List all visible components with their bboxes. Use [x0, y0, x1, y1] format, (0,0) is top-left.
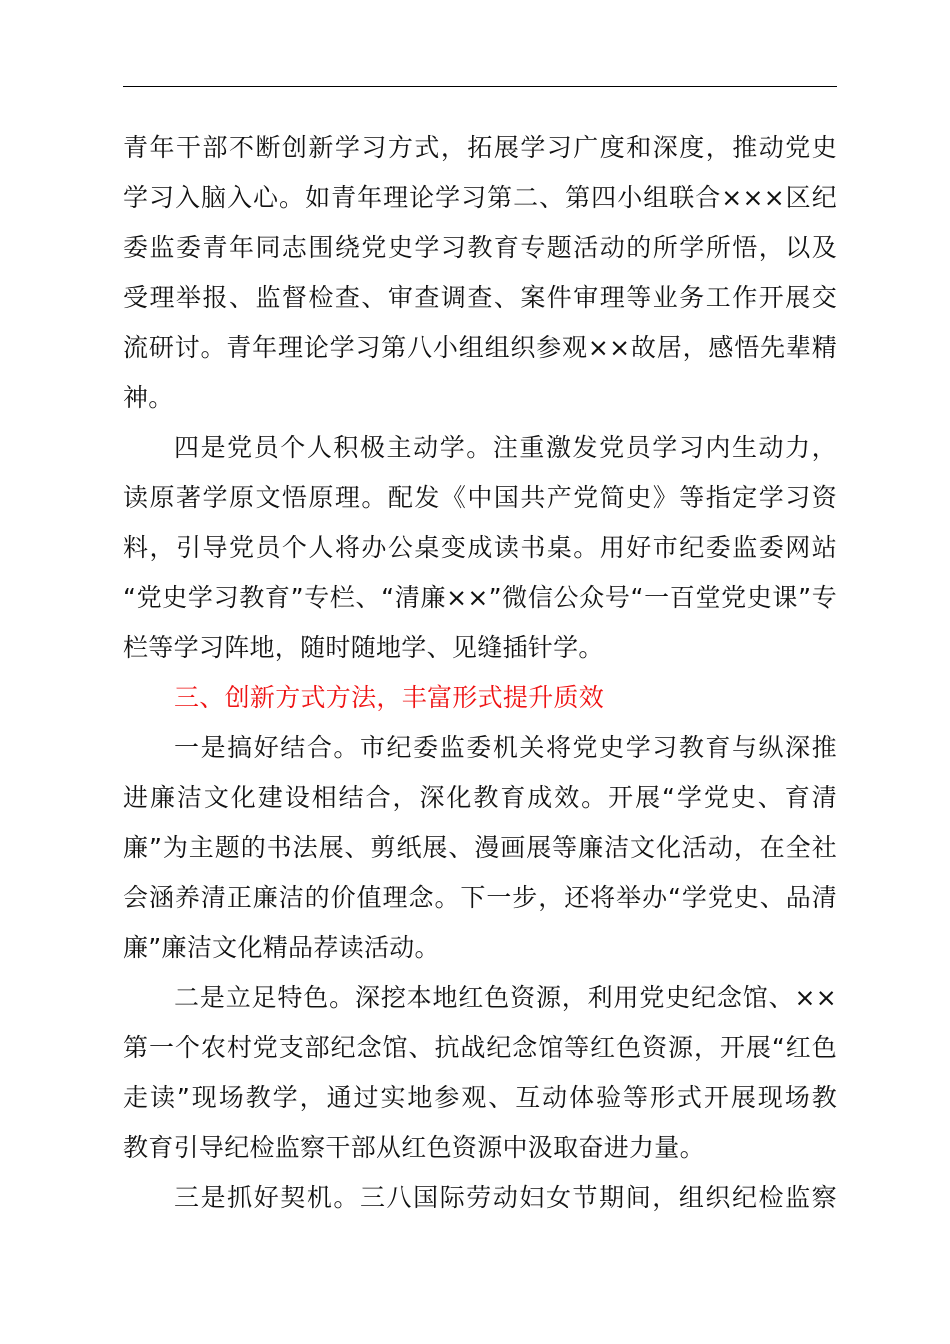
text-line: 会涵养清正廉洁的价值理念。下一步，还将举办“学党史、品清 — [123, 883, 837, 912]
text-line: 教育引导纪检监察干部从红色资源中汲取奋进力量。 — [123, 1133, 705, 1162]
text-line: 流研讨。青年理论学习第八小组组织参观××故居，感悟先辈精 — [123, 333, 837, 362]
paragraph-start-line: 三是抓好契机。三八国际劳动妇女节期间，组织纪检监察 — [174, 1183, 837, 1212]
text-line: 神。 — [123, 383, 174, 412]
text-line: 廉”廉洁文化精品荐读活动。 — [123, 933, 440, 962]
text-line: 青年干部不断创新学习方式，拓展学习广度和深度，推动党史 — [123, 133, 837, 162]
text-line: 第一个农村党支部纪念馆、抗战纪念馆等红色资源，开展“红色 — [123, 1033, 837, 1062]
text-line: 廉”为主题的书法展、剪纸展、漫画展等廉洁文化活动，在全社 — [123, 833, 837, 862]
text-line: 走读”现场教学，通过实地参观、互动体验等形式开展现场教 — [123, 1083, 837, 1112]
header-rule — [123, 86, 837, 87]
paragraph-start-line: 二是立足特色。深挖本地红色资源，利用党史纪念馆、×× — [174, 983, 837, 1012]
text-line: 料，引导党员个人将办公桌变成读书桌。用好市纪委监委网站 — [123, 533, 837, 562]
text-line: 受理举报、监督检查、审查调查、案件审理等业务工作开展交 — [123, 283, 837, 312]
paragraph-start-line: 一是搞好结合。市纪委监委机关将党史学习教育与纵深推 — [174, 733, 837, 762]
paragraph-start-line: 四是党员个人积极主动学。注重激发党员学习内生动力， — [174, 433, 837, 462]
text-line: 学习入脑入心。如青年理论学习第二、第四小组联合×××区纪 — [123, 183, 837, 212]
text-line: 读原著学原文悟原理。配发《中国共产党简史》等指定学习资 — [123, 483, 837, 512]
section-heading: 三、创新方式方法，丰富形式提升质效 — [174, 683, 605, 712]
text-line: “党史学习教育”专栏、“清廉××”微信公众号“一百堂党史课”专 — [123, 583, 837, 612]
text-line: 委监委青年同志围绕党史学习教育专题活动的所学所悟，以及 — [123, 233, 837, 262]
text-line: 栏等学习阵地，随时随地学、见缝插针学。 — [123, 633, 604, 662]
document-body — [0, 123, 950, 1223]
text-line: 进廉洁文化建设相结合，深化教育成效。开展“学党史、育清 — [123, 783, 837, 812]
